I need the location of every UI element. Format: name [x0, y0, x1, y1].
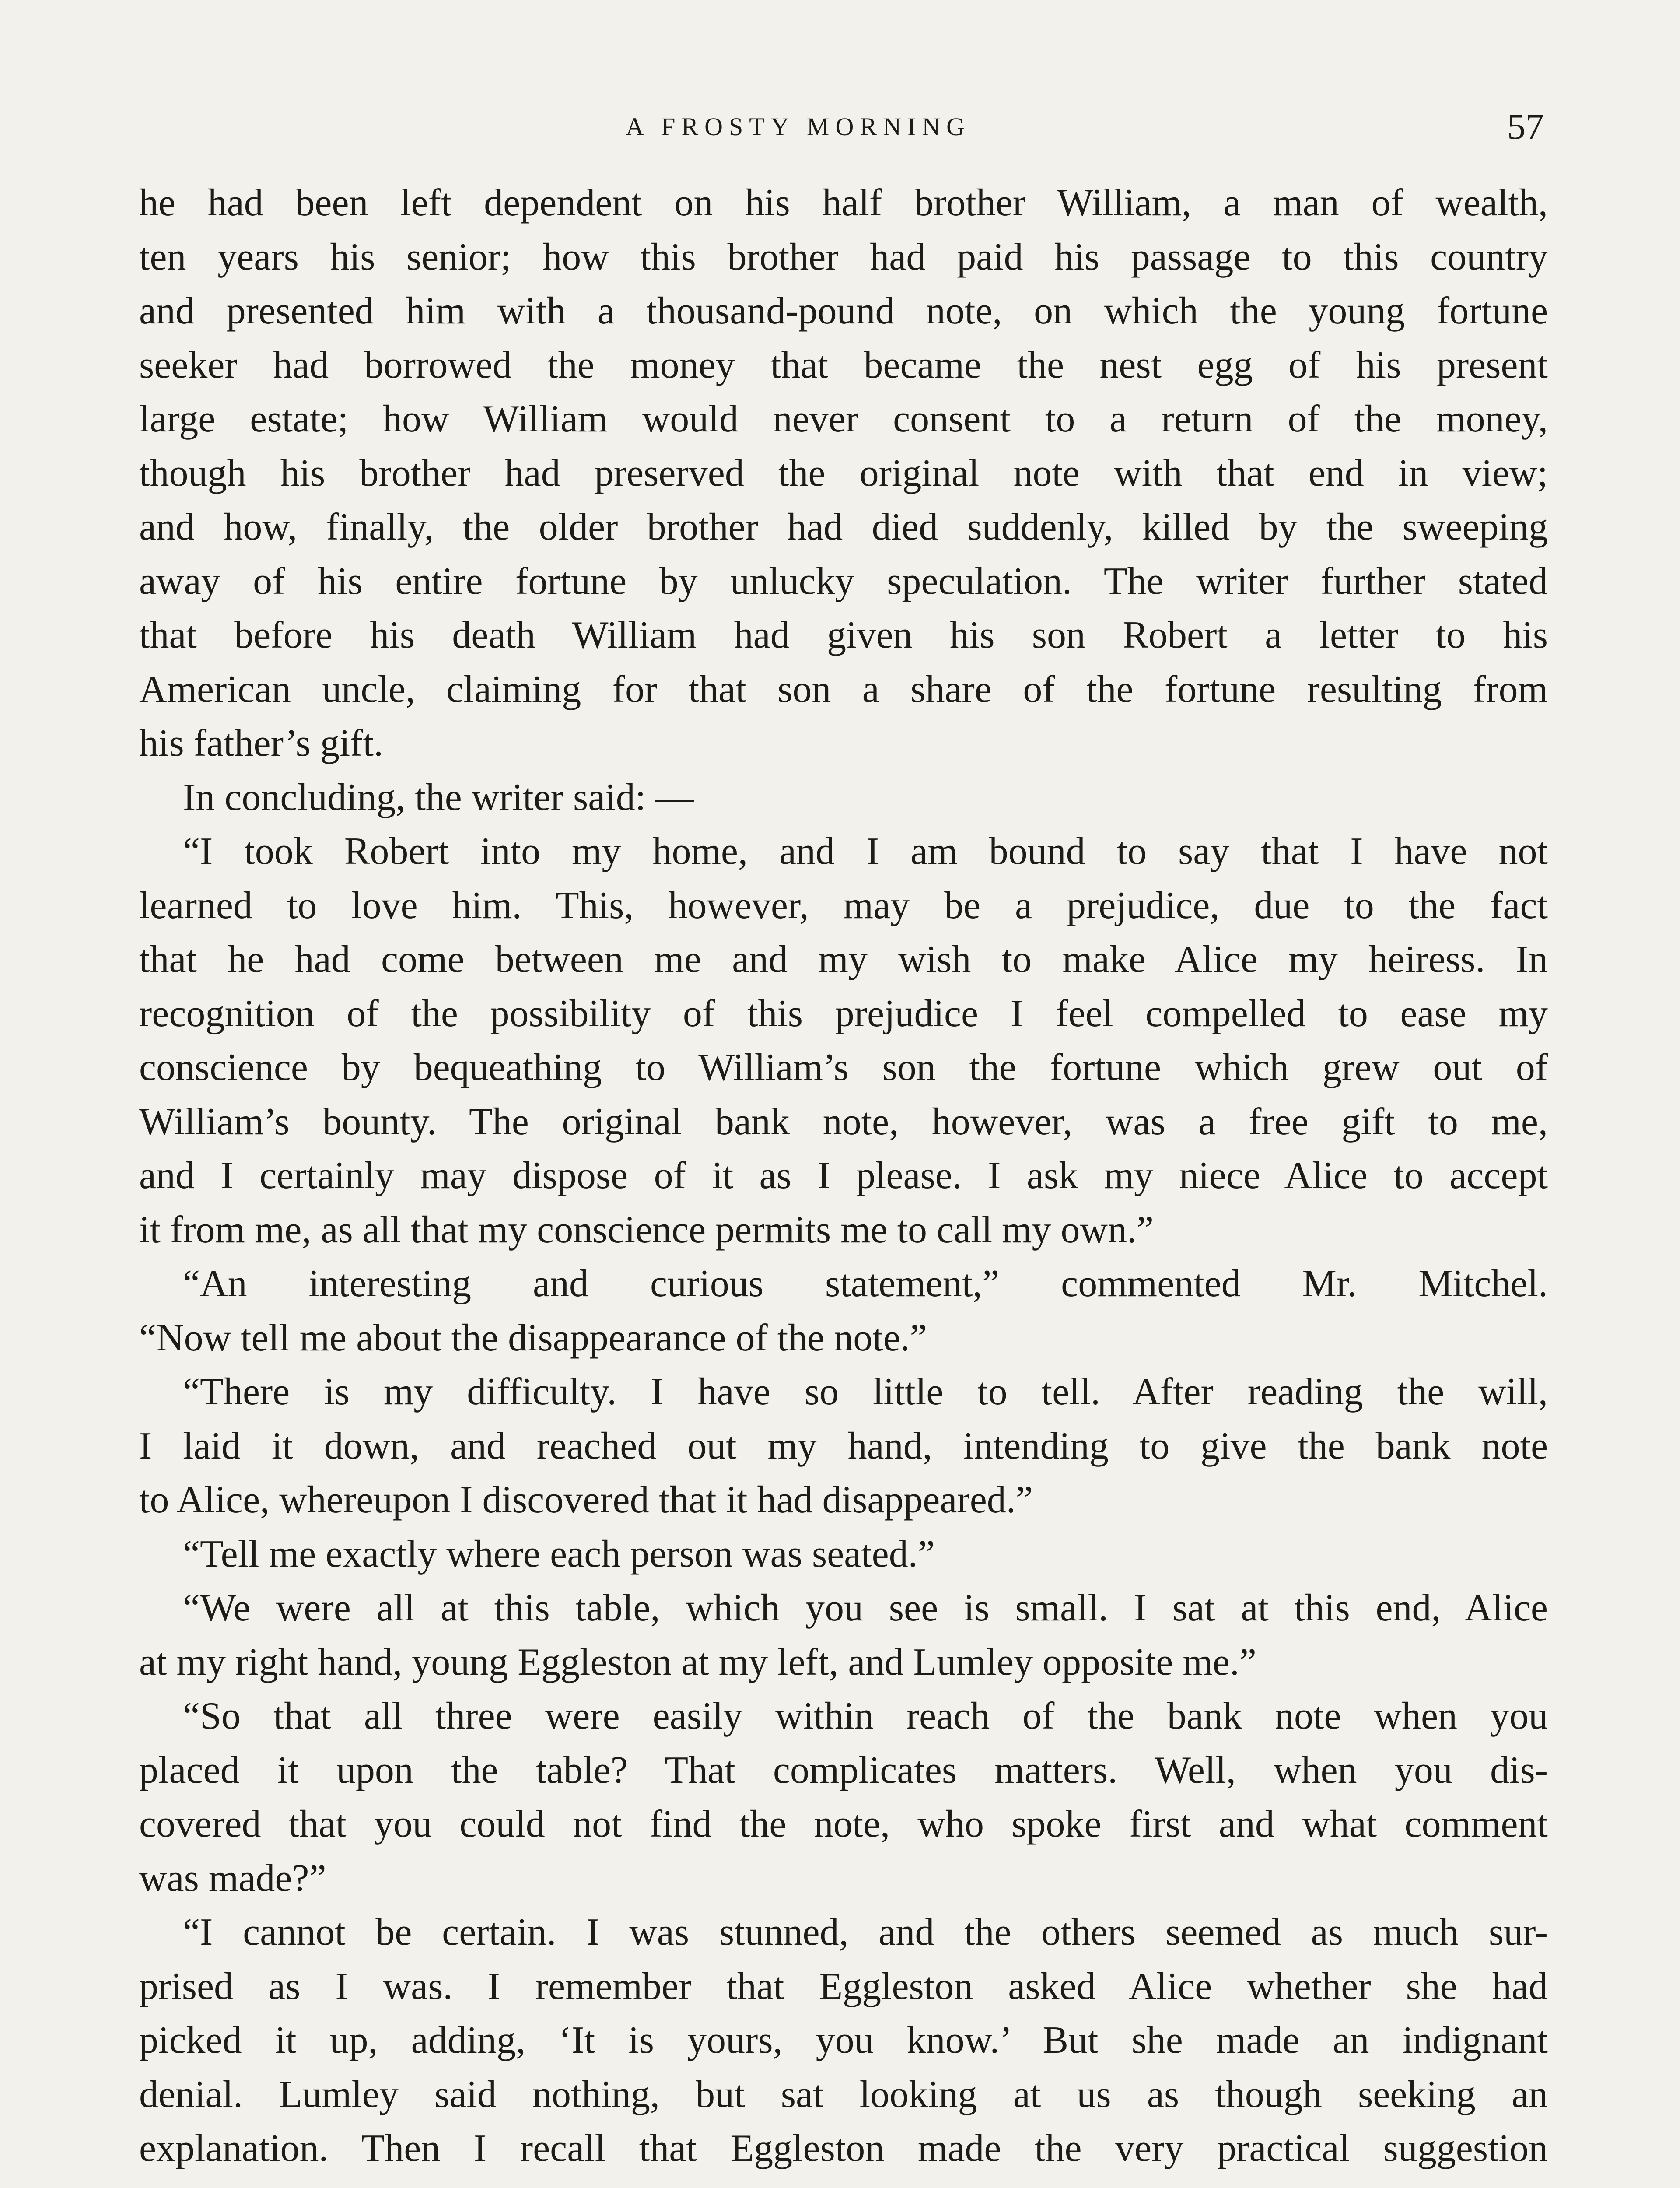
text-line: and presented him with a thousand-pound note, on which the young fortune: [139, 290, 1548, 332]
text-line: conscience by bequeathing to William’s son the fortune which grew out of: [139, 1046, 1548, 1089]
text-line: “There is my difficulty. I have so little to tell. After reading the will,: [183, 1371, 1548, 1413]
text-line: seeker had borrowed the money that became the nest egg of his present: [139, 344, 1548, 386]
running-head: [0, 106, 1680, 153]
text-line: at my right hand, young Eggleston at my left, and Lumley opposite me.”: [139, 1641, 1256, 1683]
text-line: though his brother had preserved the original note with that end in view;: [139, 452, 1548, 494]
text-line: explanation. Then I recall that Eggleston made the very practical suggestion: [139, 2127, 1548, 2170]
page-number: 57: [1507, 106, 1544, 147]
text-line: “I cannot be certain. I was stunned, and the others seemed as much sur-: [183, 1911, 1548, 1953]
text-line: prised as I was. I remember that Eggleston asked Alice whether she had: [139, 1965, 1548, 2008]
text-line: away of his entire fortune by unlucky speculation. The writer further stated: [139, 560, 1548, 603]
text-line: American uncle, claiming for that son a share of the fortune resulting from: [139, 668, 1548, 711]
text-line: picked it up, adding, ‘It is yours, you know.’ But she made an indignant: [139, 2019, 1548, 2062]
text-line: “Tell me exactly where each person was seated.”: [183, 1532, 935, 1575]
text-line: denial. Lumley said nothing, but sat looking at us as though seeking an: [139, 2073, 1548, 2116]
text-line: “So that all three were easily within reach of the bank note when you: [183, 1695, 1548, 1737]
text-line: recognition of the possibility of this prejudice I feel compelled to ease my: [139, 992, 1548, 1035]
text-line: his father’s gift.: [139, 722, 384, 764]
text-line: I laid it down, and reached out my hand, intending to give the bank note: [139, 1424, 1548, 1467]
text-line: “I took Robert into my home, and I am bound to say that I have not: [183, 830, 1548, 873]
body-text: [139, 176, 1548, 2176]
text-line: William’s bounty. The original bank note, however, was a free gift to me,: [139, 1100, 1548, 1143]
text-line: In concluding, the writer said: —: [183, 776, 694, 819]
text-line: “We were all at this table, which you see is small. I sat at this end, Alice: [183, 1587, 1548, 1629]
text-line: and I certainly may dispose of it as I please. I ask my niece Alice to accept: [139, 1154, 1548, 1197]
text-line: to Alice, whereupon I discovered that it had disappeared.”: [139, 1479, 1033, 1521]
text-line: he had been left dependent on his half brother William, a man of wealth,: [139, 182, 1548, 224]
text-line: that before his death William had given his son Robert a letter to his: [139, 614, 1548, 656]
text-line: ten years his senior; how this brother had paid his passage to this country: [139, 235, 1548, 278]
text-line: it from me, as all that my conscience permits me to call my own.”: [139, 1208, 1154, 1251]
running-title: A FROSTY MORNING: [626, 112, 971, 141]
text-line: learned to love him. This, however, may be a prejudice, due to the fact: [139, 884, 1548, 927]
text-line: “Now tell me about the disappearance of the note.”: [139, 1316, 927, 1359]
text-line: placed it upon the table? That complicates matters. Well, when you dis-: [139, 1749, 1548, 1792]
text-line: large estate; how William would never consent to a return of the money,: [139, 398, 1548, 440]
text-line: covered that you could not find the note, who spoke first and what comment: [139, 1803, 1548, 1845]
text-line: and how, finally, the older brother had died suddenly, killed by the sweeping: [139, 506, 1548, 548]
text-line: was made?”: [139, 1857, 326, 1900]
text-line: that he had come between me and my wish to make Alice my heiress. In: [139, 938, 1548, 981]
text-line: “An interesting and curious statement,” commented Mr. Mitchel.: [183, 1262, 1548, 1305]
